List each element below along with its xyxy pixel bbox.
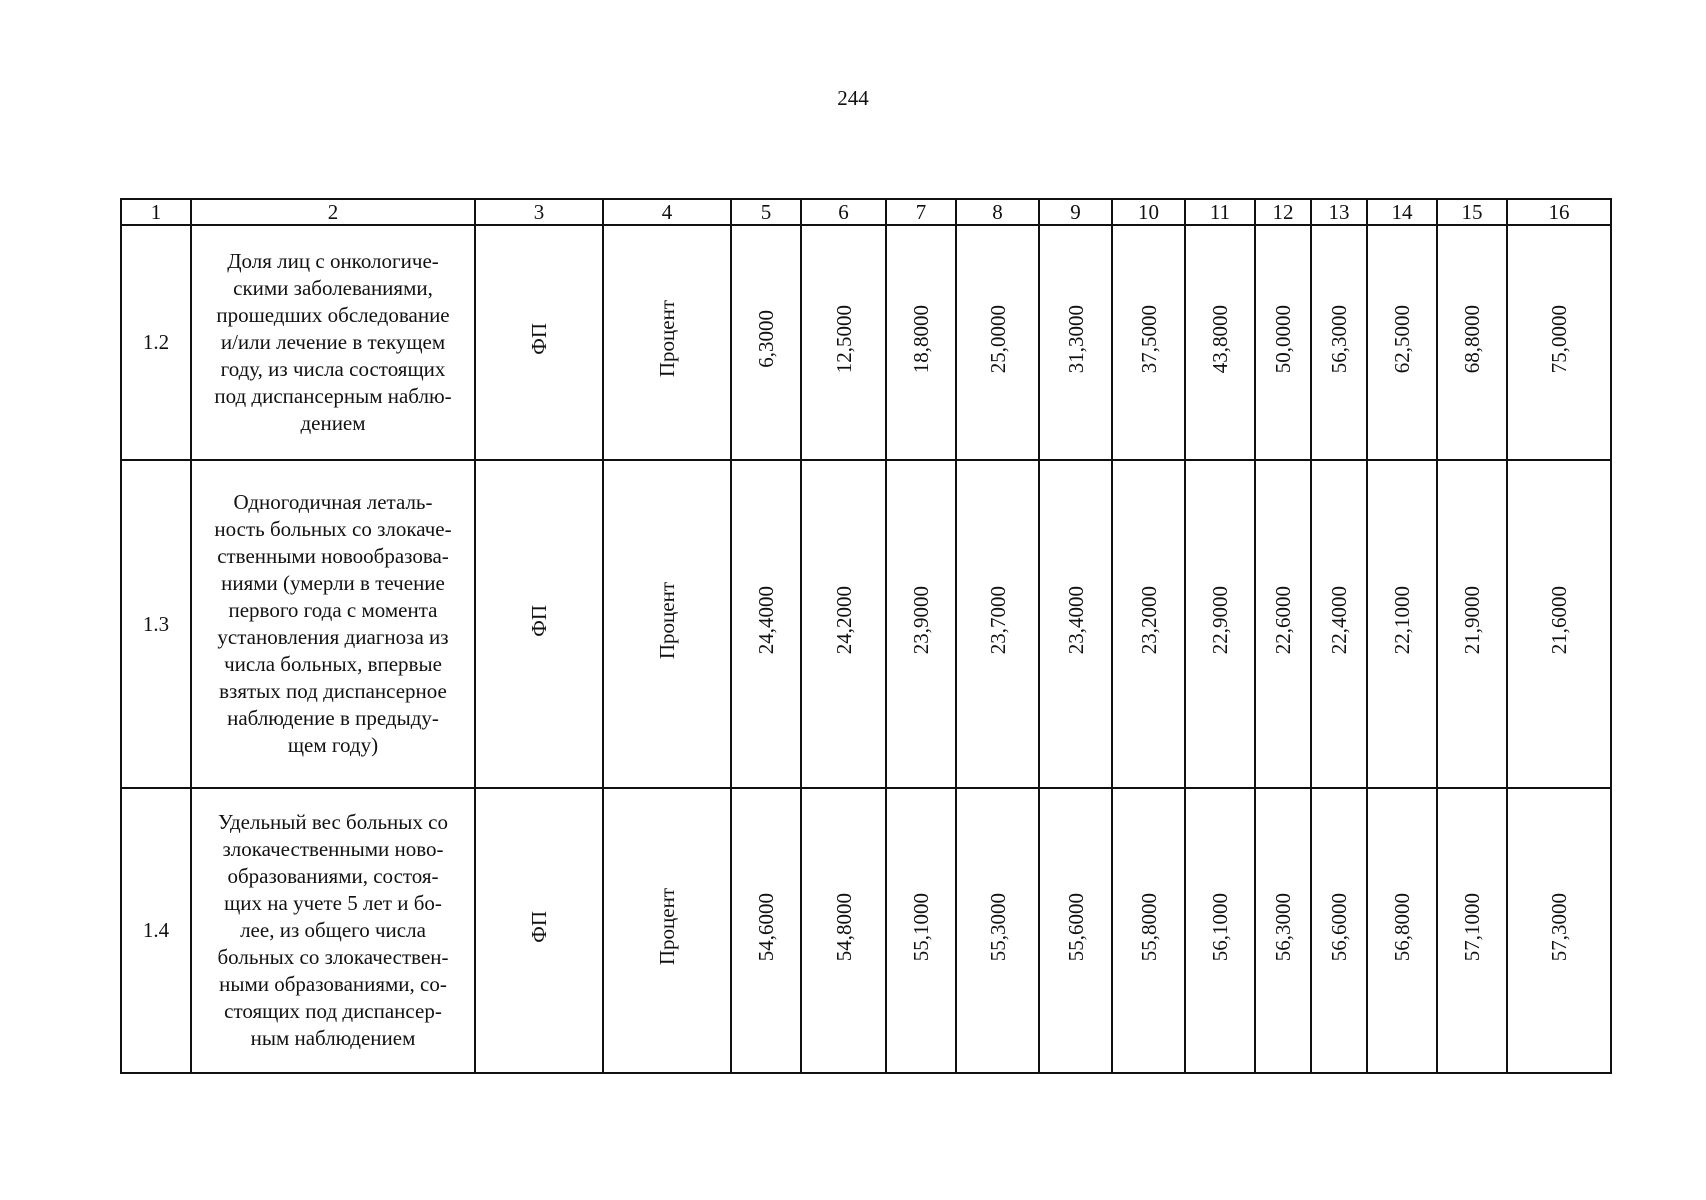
- value-label: 23,9000: [909, 586, 933, 655]
- value-cell: [886, 225, 956, 460]
- value-cell: [801, 788, 886, 1073]
- value-cell: [1255, 788, 1311, 1073]
- value-cell: [1311, 225, 1367, 460]
- value-label: 55,6000: [1063, 892, 1088, 962]
- value-cell: [1185, 788, 1255, 1073]
- column-number: 2: [191, 199, 475, 225]
- value-label: 22,6000: [1271, 586, 1295, 655]
- table-row: [121, 225, 1611, 460]
- page-number: 244: [837, 86, 869, 110]
- value-cell: [1437, 460, 1507, 788]
- value-label: 25,0000: [985, 304, 1010, 374]
- value-label: 62,5000: [1390, 304, 1414, 374]
- value-cell: [1112, 225, 1185, 460]
- column-number: 13: [1311, 199, 1367, 225]
- indicator-name: Одногодичная леталь- ность больных со злокаче- ственными новообразова- ниями (умерли в течение первого года с момента установления диагноза из числа больных, впервые взятых под диспансерное наблюдение в предыду- щем году): [191, 460, 475, 788]
- value-label: 56,8000: [1390, 892, 1414, 962]
- indicator-name: Доля лиц с онкологиче- скими заболеваниями, прошедших обследование и/или лечение в текущем году, из числа состоящих под диспансерным наблю- дением: [191, 225, 475, 460]
- value-label: 22,9000: [1208, 586, 1232, 655]
- value-cell: [1185, 225, 1255, 460]
- table-row: [121, 460, 1611, 788]
- column-number: 8: [956, 199, 1039, 225]
- value-cell: [1039, 788, 1112, 1073]
- column-number: 15: [1437, 199, 1507, 225]
- value-cell: [731, 788, 801, 1073]
- value-label: 21,9000: [1460, 586, 1484, 655]
- value-cell: [956, 225, 1039, 460]
- value-cell: [1112, 460, 1185, 788]
- column-number-row: [121, 199, 1611, 225]
- value-cell: [801, 225, 886, 460]
- value-label: 56,3000: [1271, 892, 1295, 962]
- source-label: ФП: [527, 911, 551, 943]
- unit-label: Процент: [655, 300, 679, 378]
- value-cell: [1507, 788, 1611, 1073]
- value-label: 50,0000: [1271, 304, 1295, 374]
- value-label: 55,1000: [909, 892, 933, 962]
- value-label: 22,1000: [1390, 586, 1414, 655]
- unit-label: Процент: [655, 888, 679, 966]
- value-label: 55,8000: [1136, 892, 1161, 962]
- value-label: 75,0000: [1547, 304, 1571, 374]
- source-cell: [475, 460, 603, 788]
- value-label: 56,6000: [1327, 892, 1351, 962]
- value-cell: [1367, 460, 1437, 788]
- value-cell: [1255, 460, 1311, 788]
- row-number: 1.4: [121, 788, 191, 1073]
- value-label: 31,3000: [1063, 304, 1088, 374]
- column-number: 1: [121, 199, 191, 225]
- indicators-table: [120, 198, 1612, 1074]
- column-number: 11: [1185, 199, 1255, 225]
- value-label: 22,4000: [1327, 586, 1351, 655]
- unit-cell: [603, 460, 731, 788]
- value-label: 54,8000: [831, 892, 856, 962]
- column-number: 12: [1255, 199, 1311, 225]
- value-cell: [1039, 460, 1112, 788]
- value-cell: [731, 225, 801, 460]
- value-cell: [886, 788, 956, 1073]
- value-cell: [801, 460, 886, 788]
- value-cell: [1437, 225, 1507, 460]
- value-label: 37,5000: [1136, 304, 1161, 374]
- value-label: 55,3000: [985, 892, 1010, 962]
- value-label: 18,8000: [909, 304, 933, 374]
- value-label: 21,6000: [1547, 586, 1571, 655]
- value-label: 24,2000: [831, 586, 856, 655]
- indicator-name: Удельный вес больных со злокачественными ново- образованиями, состоя- щих на учете 5 лет и бо- лее, из общего числа больных со злокачествен- ными образованиями, со- стоящих под диспансер- ным наблюдением: [191, 788, 475, 1073]
- value-label: 23,7000: [985, 586, 1010, 655]
- value-cell: [1255, 225, 1311, 460]
- value-cell: [1311, 788, 1367, 1073]
- value-label: 57,3000: [1547, 892, 1571, 962]
- value-cell: [1311, 460, 1367, 788]
- value-label: 56,1000: [1208, 892, 1232, 962]
- value-cell: [1039, 225, 1112, 460]
- column-number: 5: [731, 199, 801, 225]
- unit-cell: [603, 788, 731, 1073]
- column-number: 6: [801, 199, 886, 225]
- value-cell: [886, 460, 956, 788]
- value-cell: [1185, 460, 1255, 788]
- value-cell: [731, 460, 801, 788]
- value-label: 56,3000: [1327, 304, 1351, 374]
- value-label: 23,2000: [1136, 586, 1161, 655]
- row-number: 1.2: [121, 225, 191, 460]
- value-label: 57,1000: [1460, 892, 1484, 962]
- column-number: 14: [1367, 199, 1437, 225]
- unit-cell: [603, 225, 731, 460]
- source-cell: [475, 788, 603, 1073]
- table-row: [121, 788, 1611, 1073]
- value-label: 43,8000: [1208, 304, 1232, 374]
- row-number: 1.3: [121, 460, 191, 788]
- value-label: 24,4000: [754, 586, 778, 655]
- value-cell: [956, 460, 1039, 788]
- value-cell: [1507, 225, 1611, 460]
- column-number: 4: [603, 199, 731, 225]
- value-label: 6,3000: [754, 310, 778, 368]
- value-cell: [1437, 788, 1507, 1073]
- column-number: 10: [1112, 199, 1185, 225]
- value-label: 54,6000: [754, 892, 778, 962]
- value-cell: [1367, 788, 1437, 1073]
- source-cell: [475, 225, 603, 460]
- value-cell: [1112, 788, 1185, 1073]
- value-cell: [956, 788, 1039, 1073]
- value-cell: [1367, 225, 1437, 460]
- unit-label: Процент: [655, 581, 679, 660]
- column-number: 7: [886, 199, 956, 225]
- value-label: 23,4000: [1063, 586, 1088, 655]
- source-label: ФП: [527, 604, 551, 637]
- column-number: 9: [1039, 199, 1112, 225]
- source-label: ФП: [527, 323, 551, 355]
- column-number: 3: [475, 199, 603, 225]
- column-number: 16: [1507, 199, 1611, 225]
- value-cell: [1507, 460, 1611, 788]
- value-label: 12,5000: [831, 304, 856, 374]
- value-label: 68,8000: [1460, 304, 1484, 374]
